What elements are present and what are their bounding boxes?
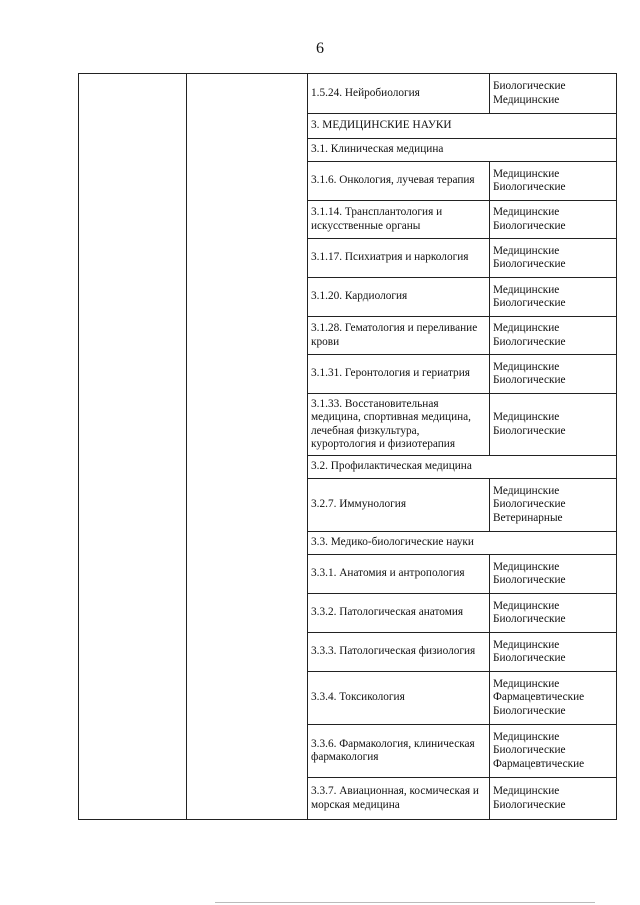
- science-branch: Медицинские: [493, 167, 560, 180]
- science-branch: Ветеринарные: [493, 511, 563, 524]
- section-heading: 3. МЕДИЦИНСКИЕ НАУКИ: [308, 114, 617, 139]
- specialty-name: 1.5.24. Нейробиология: [308, 74, 490, 114]
- science-branch: Медицинские: [493, 244, 560, 257]
- science-branches: [490, 74, 617, 114]
- specialty-name: 3.3.2. Патологическая анатомия: [308, 594, 490, 633]
- science-branches: [490, 317, 617, 355]
- science-branch: Медицинские: [493, 599, 560, 612]
- science-branch: Биологические: [493, 613, 566, 625]
- science-branches: [490, 778, 617, 820]
- science-branches: [490, 479, 617, 532]
- specialty-name: 3.1.17. Психиатрия и наркология: [308, 239, 490, 278]
- science-branches: [490, 594, 617, 633]
- science-branch: Медицинские: [493, 360, 560, 373]
- specialty-name: 3.1.6. Онкология, лучевая терапия: [308, 162, 490, 201]
- specialty-name: 3.1.33. Восстановительная медицина, спортивная медицина, лечебная физкультура, курортология и физиотерапия: [308, 394, 490, 456]
- section-heading: 3.2. Профилактическая медицина: [308, 456, 617, 479]
- science-branches: [490, 278, 617, 317]
- science-branch: Медицинские: [493, 93, 560, 106]
- science-branch: Биологические: [493, 652, 566, 664]
- science-branch: Медицинские: [493, 283, 560, 296]
- science-branch: Биологические: [493, 181, 566, 193]
- page-number: 6: [316, 40, 324, 57]
- science-branch: Медицинские: [493, 785, 560, 797]
- science-branch: Биологические: [493, 744, 566, 757]
- science-branch: Биологические: [493, 798, 566, 811]
- specialty-name: 3.2.7. Иммунология: [308, 479, 490, 532]
- science-branch: Медицинские: [493, 206, 560, 218]
- science-branches: [490, 201, 617, 239]
- specialty-name: 3.1.20. Кардиология: [308, 278, 490, 317]
- science-branches: [490, 633, 617, 672]
- section-heading: 3.1. Клиническая медицина: [308, 139, 617, 162]
- science-branches: [490, 355, 617, 394]
- science-branch: Медицинские: [493, 484, 560, 497]
- science-branches: [490, 725, 617, 778]
- blank-col-1: [79, 74, 187, 820]
- science-branches: [490, 394, 617, 456]
- science-branch: Медицинские: [493, 411, 560, 423]
- science-branch: Биологические: [493, 258, 566, 270]
- specialty-name: 3.3.6. Фармакология, клиническая фармакология: [308, 725, 490, 778]
- specialties-table: [78, 73, 617, 820]
- science-branch: Биологические: [493, 574, 566, 586]
- science-branches: [490, 239, 617, 278]
- science-branch: Медицинские: [493, 677, 560, 690]
- specialty-name: 3.3.7. Авиационная, космическая и морская медицина: [308, 778, 490, 820]
- science-branch: Биологические: [493, 424, 566, 437]
- specialty-name: 3.3.1. Анатомия и антропология: [308, 555, 490, 594]
- science-branch: Биологические: [493, 374, 566, 386]
- science-branch: Медицинские: [493, 730, 560, 743]
- specialty-name: 3.3.4. Токсикология: [308, 672, 490, 725]
- science-branch: Фармацевтические: [493, 691, 585, 704]
- specialty-name: 3.1.14. Трансплантология и искусственные органы: [308, 201, 490, 239]
- science-branch: Биологические: [493, 80, 566, 92]
- science-branch: Биологические: [493, 335, 566, 348]
- science-branch: Медицинские: [493, 322, 560, 334]
- table-body: [79, 74, 617, 820]
- scan-edge-line: [215, 902, 595, 903]
- science-branch: Биологические: [493, 704, 566, 717]
- specialty-name: 3.1.31. Геронтология и гериатрия: [308, 355, 490, 394]
- science-branch: Биологические: [493, 297, 566, 309]
- science-branch: Медицинские: [493, 560, 560, 573]
- science-branches: [490, 672, 617, 725]
- science-branch: Фармацевтические: [493, 757, 585, 770]
- specialty-name: 3.3.3. Патологическая физиология: [308, 633, 490, 672]
- science-branch: Биологические: [493, 498, 566, 511]
- science-branches: [490, 162, 617, 201]
- science-branches: [490, 555, 617, 594]
- science-branch: Медицинские: [493, 638, 560, 651]
- specialty-name: 3.1.28. Гематология и переливание крови: [308, 317, 490, 355]
- specialty-row: [79, 74, 617, 114]
- blank-col-2: [187, 74, 308, 820]
- science-branch: Биологические: [493, 219, 566, 232]
- section-heading: 3.3. Медико-биологические науки: [308, 532, 617, 555]
